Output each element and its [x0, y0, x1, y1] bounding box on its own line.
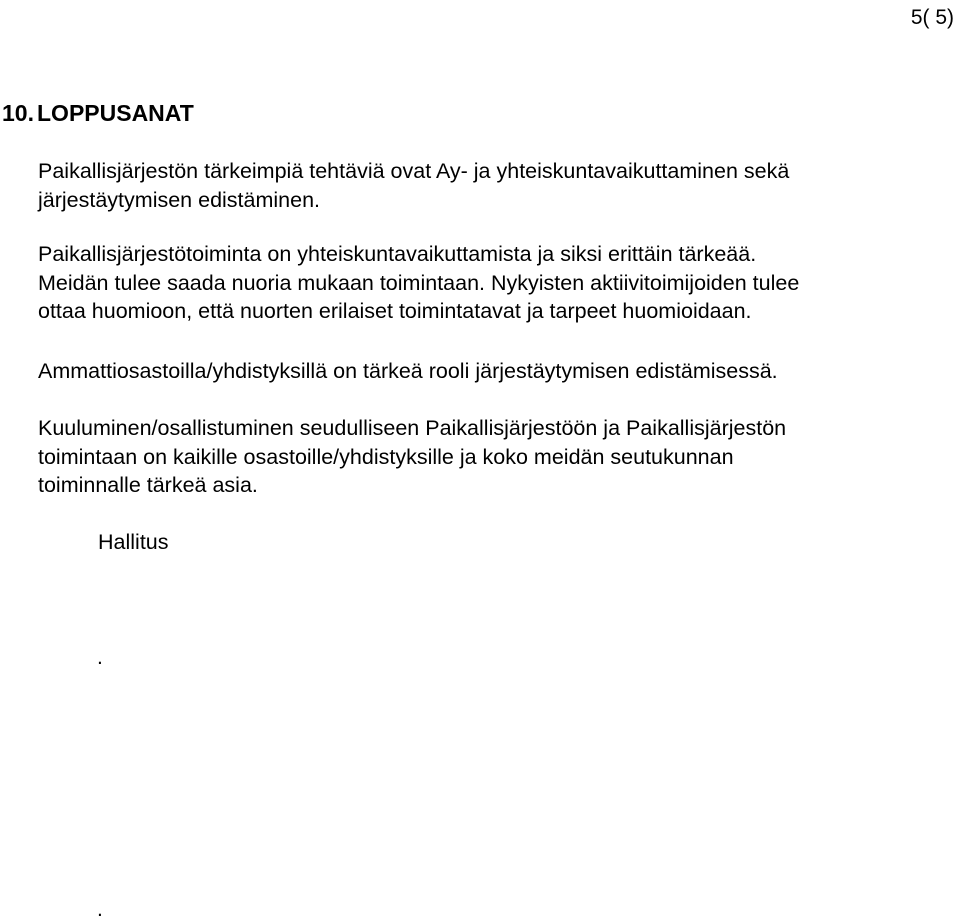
stray-dot: .: [97, 646, 103, 669]
paragraph-line: Kuuluminen/osallistuminen seudulliseen Paikallisjärjestöön ja Paikallisjärjestön: [38, 416, 787, 440]
paragraph-line: toimintaan on kaikille osastoille/yhdistyksille ja koko meidän seutukunnan: [38, 444, 734, 469]
paragraph-line: Ammattiosastoilla/yhdistyksillä on tärkeä rooli järjestäytymisen edistämisessä.: [38, 359, 778, 383]
paragraph-line: toiminnalle tärkeä asia.: [38, 473, 258, 497]
paragraph-1: [38, 157, 789, 214]
signature: Hallitus: [98, 530, 169, 554]
section-heading: [2, 98, 194, 128]
section-number: 10.: [2, 100, 34, 126]
paragraph-2: [38, 240, 799, 326]
paragraph-3: [38, 357, 778, 386]
paragraph-line: Meidän tulee saada nuoria mukaan toimintaan. Nykyisten aktiivitoimijoiden tulee: [38, 270, 800, 295]
paragraph-line: järjestäytymisen edistäminen.: [38, 187, 321, 212]
paragraph-line: Paikallisjärjestön tärkeimpiä tehtäviä ovat Ay- ja yhteiskuntavaikuttaminen sekä: [38, 159, 790, 183]
paragraph-line: Paikallisjärjestötoiminta on yhteiskuntavaikuttamista ja siksi erittäin tärkeää.: [38, 242, 757, 266]
page-number: 5( 5): [910, 6, 954, 29]
section-title: LOPPUSANAT: [37, 100, 194, 126]
paragraph-4: [38, 414, 786, 500]
paragraph-line: ottaa huomioon, että nuorten erilaiset toimintatavat ja tarpeet huomioidaan.: [38, 299, 752, 323]
stray-dot: .: [97, 898, 103, 921]
